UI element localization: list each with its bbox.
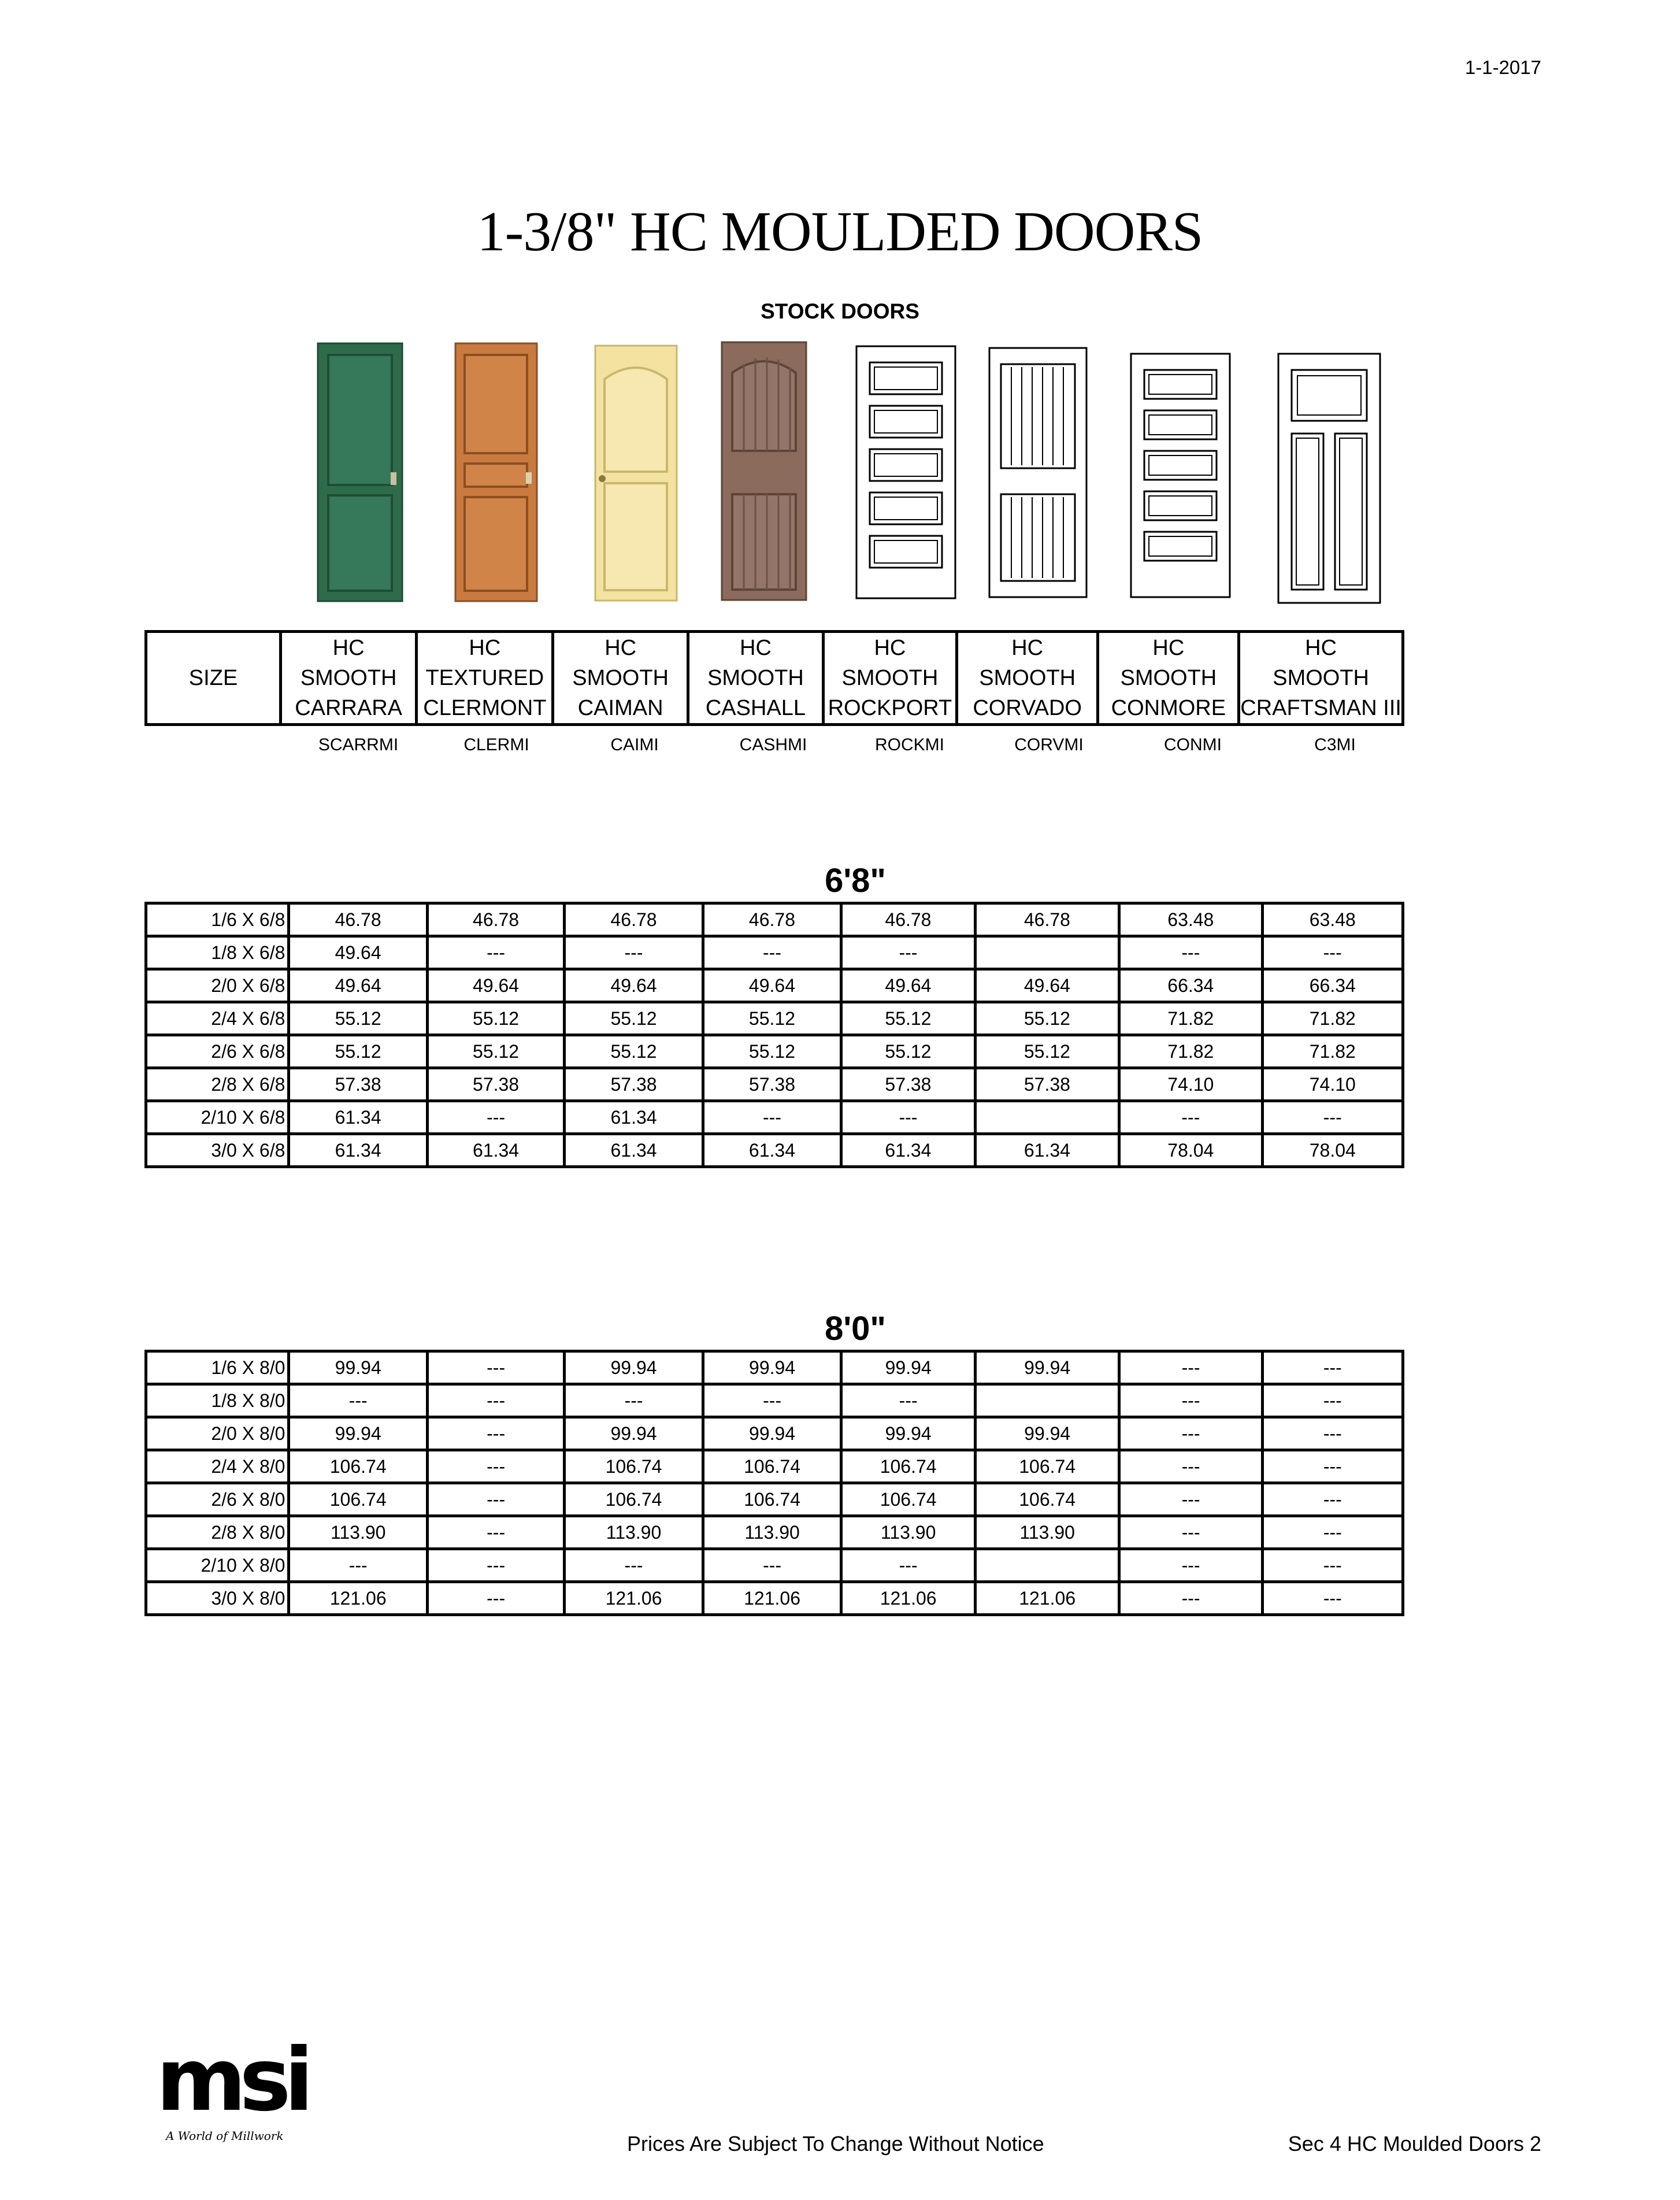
- price-cell: ---: [841, 1101, 975, 1134]
- price-cell: 71.82: [1119, 1035, 1262, 1068]
- price-cell: 99.94: [841, 1351, 976, 1384]
- price-row: [146, 969, 1403, 1002]
- price-cell: ---: [703, 1101, 841, 1134]
- price-cell: 49.64: [841, 969, 975, 1002]
- price-cell: ---: [841, 936, 975, 969]
- price-cell: 55.12: [841, 1002, 975, 1035]
- price-cell: ---: [1262, 1483, 1403, 1516]
- price-cell: [975, 1384, 1119, 1417]
- price-cell: 99.94: [565, 1351, 703, 1384]
- price-cell: 99.94: [289, 1351, 428, 1384]
- price-cell: 57.38: [565, 1068, 703, 1101]
- price-cell: 46.78: [841, 903, 975, 936]
- price-cell: 55.12: [975, 1035, 1119, 1068]
- price-cell: 99.94: [975, 1351, 1119, 1384]
- price-cell: 55.12: [289, 1002, 427, 1035]
- column-header-clermont: HC TEXTURED CLERMONT: [417, 632, 553, 725]
- price-cell: 61.34: [289, 1101, 427, 1134]
- price-cell: ---: [1262, 1450, 1403, 1483]
- price-cell: 106.74: [975, 1450, 1119, 1483]
- price-cell: 121.06: [565, 1582, 703, 1615]
- price-row: [146, 1002, 1403, 1035]
- price-cell: ---: [289, 1384, 428, 1417]
- size-cell: 1/8 X 8/0: [146, 1384, 289, 1417]
- size-cell: 2/6 X 6/8: [146, 1035, 289, 1068]
- price-cell: 99.94: [975, 1417, 1119, 1450]
- door-clermont-image: [454, 342, 538, 602]
- column-header-craftsman: HC SMOOTH CRAFTSMAN III: [1239, 632, 1403, 725]
- price-cell: ---: [427, 1351, 564, 1384]
- price-cell: 55.12: [703, 1002, 841, 1035]
- price-cell: 61.34: [289, 1134, 427, 1167]
- price-cell: 61.34: [427, 1134, 564, 1167]
- size-cell: 3/0 X 6/8: [146, 1134, 289, 1167]
- price-cell: 55.12: [703, 1035, 841, 1068]
- price-cell: ---: [1262, 1101, 1403, 1134]
- price-cell: 49.64: [975, 969, 1119, 1002]
- price-cell: 71.82: [1119, 1002, 1262, 1035]
- price-cell: 106.74: [975, 1483, 1119, 1516]
- price-cell: 49.64: [703, 969, 841, 1002]
- price-cell: 46.78: [975, 903, 1119, 936]
- door-conmore-image: [1130, 353, 1231, 598]
- price-cell: 113.90: [289, 1516, 428, 1549]
- price-cell: ---: [1119, 1549, 1262, 1582]
- price-row: [146, 1134, 1403, 1167]
- price-cell: 99.94: [703, 1417, 841, 1450]
- price-cell: ---: [1262, 1417, 1403, 1450]
- column-header-corvado: HC SMOOTH CORVADO: [956, 632, 1098, 725]
- size-cell: 1/6 X 8/0: [146, 1351, 289, 1384]
- column-header-cashall: HC SMOOTH CASHALL: [688, 632, 823, 725]
- price-row: [146, 1417, 1403, 1450]
- price-cell: 121.06: [703, 1582, 841, 1615]
- price-cell: 49.64: [289, 936, 427, 969]
- price-cell: ---: [1262, 936, 1403, 969]
- section-heading-6-8: 6'8": [825, 862, 886, 899]
- product-code: ROCKMI: [875, 735, 944, 754]
- price-cell: 57.38: [289, 1068, 427, 1101]
- price-cell: 99.94: [565, 1417, 703, 1450]
- price-cell: 55.12: [427, 1002, 564, 1035]
- door-rockport-image: [855, 345, 956, 599]
- price-cell: 55.12: [841, 1035, 975, 1068]
- price-cell: 55.12: [975, 1002, 1119, 1035]
- price-cell: 113.90: [703, 1516, 841, 1549]
- price-cell: ---: [1119, 1516, 1262, 1549]
- product-code: C3MI: [1314, 735, 1356, 754]
- price-cell: ---: [703, 936, 841, 969]
- size-cell: 2/4 X 6/8: [146, 1002, 289, 1035]
- price-cell: ---: [565, 1384, 703, 1417]
- price-cell: ---: [427, 1450, 564, 1483]
- price-cell: 74.10: [1262, 1068, 1403, 1101]
- price-cell: 63.48: [1262, 903, 1403, 936]
- size-cell: 2/8 X 8/0: [146, 1516, 289, 1549]
- price-cell: 61.34: [841, 1134, 975, 1167]
- price-cell: ---: [1119, 1450, 1262, 1483]
- price-cell: 55.12: [289, 1035, 427, 1068]
- price-cell: ---: [841, 1549, 976, 1582]
- price-cell: ---: [427, 1417, 564, 1450]
- size-cell: 2/6 X 8/0: [146, 1483, 289, 1516]
- price-cell: ---: [1262, 1549, 1403, 1582]
- price-cell: 78.04: [1262, 1134, 1403, 1167]
- document-date: 1-1-2017: [1464, 57, 1541, 78]
- size-cell: 2/8 X 6/8: [146, 1068, 289, 1101]
- price-cell: 55.12: [565, 1035, 703, 1068]
- price-row: [146, 1516, 1403, 1549]
- price-cell: 113.90: [565, 1516, 703, 1549]
- price-cell: ---: [289, 1549, 428, 1582]
- price-row: [146, 1101, 1403, 1134]
- price-cell: 66.34: [1262, 969, 1403, 1002]
- price-cell: ---: [1262, 1384, 1403, 1417]
- price-row: [146, 1068, 1403, 1101]
- price-cell: ---: [1262, 1516, 1403, 1549]
- price-cell: 106.74: [565, 1483, 703, 1516]
- price-row: [146, 1351, 1403, 1384]
- price-cell: [975, 936, 1119, 969]
- price-cell: 99.94: [841, 1417, 976, 1450]
- product-code: CLERMI: [463, 735, 529, 754]
- price-cell: ---: [427, 1101, 564, 1134]
- svg-text:A World of Millwork: A World of Millwork: [166, 2129, 284, 2143]
- msi-logo: [153, 2023, 307, 2156]
- price-table-6-8: [144, 902, 1404, 1168]
- price-cell: ---: [1119, 1101, 1262, 1134]
- size-cell: 2/10 X 8/0: [146, 1549, 289, 1582]
- price-cell: 74.10: [1119, 1068, 1262, 1101]
- price-cell: 49.64: [427, 969, 564, 1002]
- price-cell: 106.74: [703, 1450, 841, 1483]
- price-cell: ---: [1262, 1351, 1403, 1384]
- page-section-label: Sec 4 HC Moulded Doors 2: [1288, 2132, 1541, 2155]
- column-header-rockport: HC SMOOTH ROCKPORT: [824, 632, 957, 725]
- price-notice: Prices Are Subject To Change Without Notice: [627, 2132, 1044, 2155]
- price-cell: 121.06: [841, 1582, 976, 1615]
- price-cell: 99.94: [703, 1351, 841, 1384]
- price-row: [146, 1582, 1403, 1615]
- price-cell: ---: [1119, 1417, 1262, 1450]
- price-cell: 121.06: [289, 1582, 428, 1615]
- price-cell: ---: [427, 1516, 564, 1549]
- price-cell: 106.74: [289, 1483, 428, 1516]
- door-craftsman-image: [1277, 353, 1381, 604]
- price-cell: 61.34: [565, 1134, 703, 1167]
- price-cell: 61.34: [975, 1134, 1119, 1167]
- price-cell: 106.74: [289, 1450, 428, 1483]
- door-carrara-image: [317, 342, 403, 602]
- price-cell: 46.78: [289, 903, 427, 936]
- price-cell: 57.38: [975, 1068, 1119, 1101]
- size-cell: 1/6 X 6/8: [146, 903, 289, 936]
- price-cell: ---: [841, 1384, 976, 1417]
- size-cell: 2/0 X 8/0: [146, 1417, 289, 1450]
- price-row: [146, 936, 1403, 969]
- price-cell: 46.78: [427, 903, 564, 936]
- price-cell: 49.64: [289, 969, 427, 1002]
- svg-text:msi: msi: [156, 2030, 307, 2131]
- size-cell: 2/0 X 6/8: [146, 969, 289, 1002]
- column-header-conmore: HC SMOOTH CONMORE: [1098, 632, 1239, 725]
- column-header-carrara: HC SMOOTH CARRARA: [280, 632, 416, 725]
- column-header-caiman: HC SMOOTH CAIMAN: [553, 632, 688, 725]
- price-cell: 61.34: [703, 1134, 841, 1167]
- price-cell: ---: [565, 936, 703, 969]
- size-cell: 3/0 X 8/0: [146, 1582, 289, 1615]
- price-cell: ---: [703, 1549, 841, 1582]
- price-cell: ---: [1119, 1351, 1262, 1384]
- price-cell: ---: [427, 1549, 564, 1582]
- price-cell: 55.12: [427, 1035, 564, 1068]
- price-cell: ---: [1119, 1384, 1262, 1417]
- price-cell: 99.94: [289, 1417, 428, 1450]
- door-cashall-image: [721, 341, 807, 601]
- price-cell: 66.34: [1119, 969, 1262, 1002]
- price-cell: [975, 1101, 1119, 1134]
- price-cell: 49.64: [565, 969, 703, 1002]
- size-cell: 2/10 X 6/8: [146, 1101, 289, 1134]
- price-cell: ---: [427, 1483, 564, 1516]
- size-cell: 2/4 X 8/0: [146, 1450, 289, 1483]
- price-cell: 106.74: [841, 1483, 976, 1516]
- price-row: [146, 1035, 1403, 1068]
- header-table: [144, 630, 1404, 726]
- price-cell: 71.82: [1262, 1035, 1403, 1068]
- price-cell: 113.90: [841, 1516, 976, 1549]
- price-cell: 57.38: [703, 1068, 841, 1101]
- price-cell: [975, 1549, 1119, 1582]
- price-cell: ---: [427, 1582, 564, 1615]
- price-cell: 78.04: [1119, 1134, 1262, 1167]
- product-code: CONMI: [1164, 735, 1222, 754]
- price-cell: ---: [427, 936, 564, 969]
- product-code: CAIMI: [610, 735, 659, 754]
- price-row: [146, 903, 1403, 936]
- price-cell: 63.48: [1119, 903, 1262, 936]
- price-cell: 46.78: [565, 903, 703, 936]
- price-row: [146, 1384, 1403, 1417]
- price-row: [146, 1450, 1403, 1483]
- price-cell: 106.74: [841, 1450, 976, 1483]
- price-cell: 113.90: [975, 1516, 1119, 1549]
- price-cell: ---: [1119, 936, 1262, 969]
- price-cell: ---: [1119, 1582, 1262, 1615]
- section-heading-8-0: 8'0": [825, 1310, 886, 1347]
- page-title: 1-3/8" HC MOULDED DOORS: [477, 201, 1203, 263]
- price-cell: ---: [565, 1549, 703, 1582]
- price-cell: 106.74: [565, 1450, 703, 1483]
- size-cell: 1/8 X 6/8: [146, 936, 289, 969]
- stock-doors-heading: STOCK DOORS: [761, 299, 919, 323]
- product-code: CASHMI: [739, 735, 807, 754]
- price-cell: 57.38: [427, 1068, 564, 1101]
- price-table-8-0: [144, 1350, 1404, 1616]
- price-cell: 46.78: [703, 903, 841, 936]
- product-code: SCARRMI: [318, 735, 399, 754]
- price-cell: 57.38: [841, 1068, 975, 1101]
- price-cell: ---: [427, 1384, 564, 1417]
- size-header: SIZE: [146, 632, 281, 725]
- price-cell: 55.12: [565, 1002, 703, 1035]
- door-corvado-image: [988, 347, 1088, 598]
- price-cell: 71.82: [1262, 1002, 1403, 1035]
- price-cell: ---: [703, 1384, 841, 1417]
- product-code: CORVMI: [1014, 735, 1084, 754]
- price-row: [146, 1483, 1403, 1516]
- price-cell: 61.34: [565, 1101, 703, 1134]
- price-row: [146, 1549, 1403, 1582]
- price-cell: ---: [1262, 1582, 1403, 1615]
- door-caiman-image: [594, 345, 678, 602]
- price-cell: 121.06: [975, 1582, 1119, 1615]
- price-cell: 106.74: [703, 1483, 841, 1516]
- price-cell: ---: [1119, 1483, 1262, 1516]
